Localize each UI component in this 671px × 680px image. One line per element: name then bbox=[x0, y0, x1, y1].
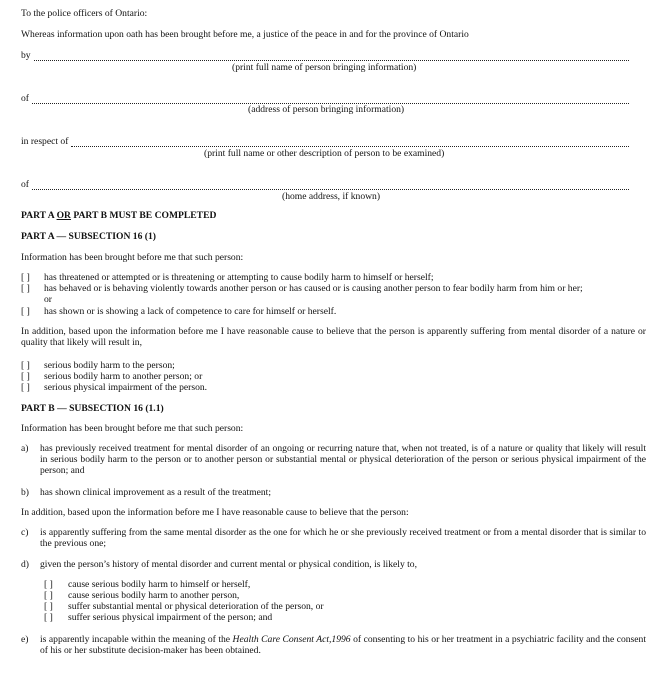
part-b-addition: In addition, based upon the information before me I have reasonable cause to believe that the person: bbox=[21, 507, 409, 518]
checkbox-physical-impairment[interactable]: [ ] bbox=[44, 612, 53, 623]
field-label-by: by bbox=[21, 50, 31, 61]
d-item-self-harm-text: cause serious bodily harm to himself or herself, bbox=[68, 579, 251, 590]
part-a-heading: PART A — SUBSECTION 16 (1) bbox=[21, 231, 156, 242]
checkbox-deterioration[interactable]: [ ] bbox=[44, 601, 53, 612]
field-label-in-respect-of: in respect of bbox=[21, 136, 69, 147]
item-c-label: c) bbox=[21, 527, 29, 538]
d-item-deterioration-text: suffer substantial mental or physical deterioration of the person, or bbox=[68, 601, 324, 612]
d-item-harm-others-text: cause serious bodily harm to another person, bbox=[68, 590, 240, 601]
fill-line bbox=[34, 51, 629, 61]
item-d-label: d) bbox=[21, 559, 29, 570]
field-caption-subject-address: (home address, if known) bbox=[282, 191, 381, 202]
field-caption-informant-address: (address of person bringing information) bbox=[248, 104, 405, 115]
checkbox-threatened[interactable]: [ ] bbox=[21, 272, 30, 283]
fill-line bbox=[32, 180, 629, 190]
checkbox-self-harm[interactable]: [ ] bbox=[44, 579, 53, 590]
item-b-label: b) bbox=[21, 487, 29, 498]
d-item-physical-impairment-text: suffer serious physical impairment of the person; and bbox=[68, 612, 273, 623]
act-title: Health Care Consent Act,1996 bbox=[232, 634, 351, 645]
fill-line bbox=[71, 137, 629, 147]
informant-name-field[interactable] bbox=[21, 50, 629, 61]
conduct-violent-text: has behaved or is behaving violently towards another person or has caused or is causing another person to fear bodily harm from him or her; bbox=[44, 283, 583, 294]
part-a-intro: Information has been brought before me that such person: bbox=[21, 252, 244, 263]
item-a-label: a) bbox=[21, 443, 29, 454]
checkbox-harm-another[interactable]: [ ] bbox=[21, 371, 30, 382]
checkbox-harm-person[interactable]: [ ] bbox=[21, 360, 30, 371]
salutation: To the police officers of Ontario: bbox=[21, 8, 148, 19]
item-d-text: given the person’s history of mental disorder and current mental or physical condition, is likely to, bbox=[40, 559, 418, 570]
checkbox-impairment[interactable]: [ ] bbox=[21, 382, 30, 393]
field-label-of: of bbox=[21, 93, 29, 104]
checkbox-violent[interactable]: [ ] bbox=[21, 283, 30, 294]
result-harm-person-text: serious bodily harm to the person; bbox=[44, 360, 175, 371]
part-b-heading: PART B — SUBSECTION 16 (1.1) bbox=[21, 403, 164, 414]
part-note-post: PART B MUST BE COMPLETED bbox=[70, 210, 217, 221]
item-c-text: is apparently suffering from the same mental disorder as the one for which he or she previously received treatment or from a mental disorder that is similar to the previous one; bbox=[40, 527, 646, 549]
subject-name-field[interactable] bbox=[21, 136, 629, 147]
result-impairment-text: serious physical impairment of the person. bbox=[44, 382, 208, 393]
whereas-statement: Whereas information upon oath has been brought before me, a justice of the peace in and for the province of Ontario bbox=[21, 29, 469, 40]
result-harm-another-text: serious bodily harm to another person; or bbox=[44, 371, 203, 382]
conduct-lack-competence-text: has shown or is showing a lack of competence to care for himself or herself. bbox=[44, 306, 337, 317]
field-label-of: of bbox=[21, 179, 29, 190]
item-e-pre: is apparently incapable within the meaning of the bbox=[40, 634, 233, 645]
part-note-pre: PART A bbox=[21, 210, 57, 221]
part-b-intro: Information has been brought before me that such person: bbox=[21, 423, 244, 434]
checkbox-harm-others[interactable]: [ ] bbox=[44, 590, 53, 601]
item-e-text bbox=[40, 634, 646, 656]
item-b-text: has shown clinical improvement as a result of the treatment; bbox=[40, 487, 271, 498]
or-word: or bbox=[44, 294, 52, 305]
item-e-post: of consenting to his or her treatment in a psychiatric facility and the consent of his or her substitute decision-maker has been obtained. bbox=[40, 634, 646, 656]
part-a-addition: In addition, based upon the information before me I have reasonable cause to believe that the person is apparently suffering from mental disorder of a nature or quality that likely will result in, bbox=[21, 326, 646, 348]
field-caption-informant-name: (print full name of person bringing information) bbox=[232, 62, 417, 73]
conduct-threatened-text: has threatened or attempted or is threatening or attempting to cause bodily harm to himself or herself; bbox=[44, 272, 434, 283]
informant-address-field[interactable] bbox=[21, 93, 629, 104]
item-e-label: e) bbox=[21, 634, 29, 645]
checkbox-lack-competence[interactable]: [ ] bbox=[21, 306, 30, 317]
field-caption-subject-name: (print full name or other description of person to be examined) bbox=[204, 148, 445, 159]
item-a-text: has previously received treatment for mental disorder of an ongoing or recurring nature that, when not treated, is of a nature or quality that likely will result in serious bodily harm to the person or to another person or substantial mental or physical deterioration of the person or serious physical impairment of the person; and bbox=[40, 443, 646, 476]
fill-line bbox=[32, 94, 629, 104]
part-completion-note bbox=[21, 210, 216, 221]
part-note-or: OR bbox=[56, 210, 71, 221]
subject-address-field[interactable] bbox=[21, 179, 629, 190]
